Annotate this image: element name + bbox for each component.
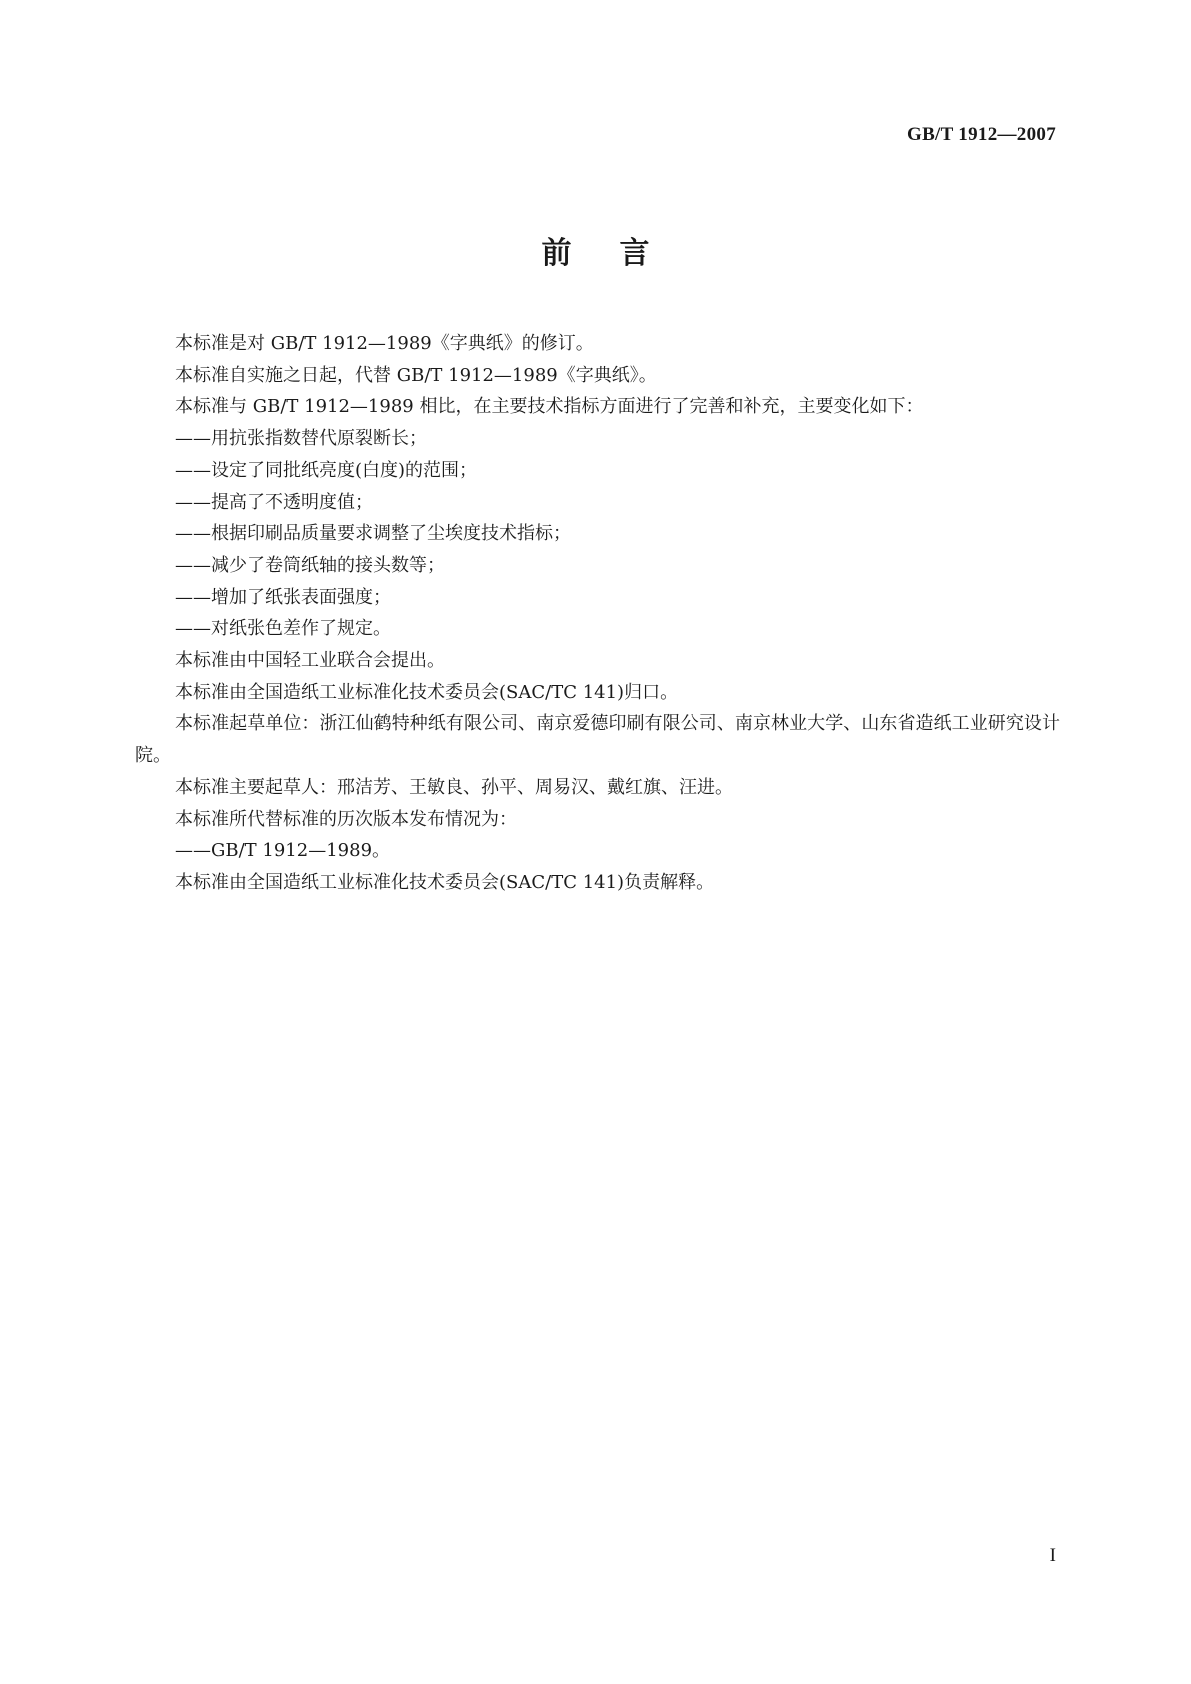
paragraph: 本标准起草单位：浙江仙鹤特种纸有限公司、南京爱德印刷有限公司、南京林业大学、山东省造纸工业研究设计院。 [135, 713, 1060, 767]
paragraph: 本标准与 GB/T 1912—1989 相比，在主要技术指标方面进行了完善和补充，主要变化如下： [175, 396, 924, 418]
change-list-item: ——设定了同批纸亮度(白度)的范围； [175, 459, 478, 481]
change-list-item: ——减少了卷筒纸轴的接头数等； [175, 554, 445, 576]
change-list-item: ——增加了纸张表面强度； [175, 586, 391, 608]
standard-code: GB/T 1912—2007 [906, 124, 1056, 145]
foreword-body [135, 328, 1060, 899]
paragraph: 本标准由中国轻工业联合会提出。 [175, 650, 445, 672]
page-title: 前言 [541, 236, 698, 271]
paragraph: 本标准所代替标准的历次版本发布情况为： [175, 808, 517, 830]
change-list-item: ——根据印刷品质量要求调整了尘埃度技术指标； [175, 523, 571, 545]
page-number: I [1049, 1545, 1056, 1566]
paragraph: 本标准自实施之日起，代替 GB/T 1912—1989《字典纸》。 [175, 364, 657, 386]
paragraph: 本标准是对 GB/T 1912—1989《字典纸》的修订。 [175, 333, 594, 354]
change-list-item: ——提高了不透明度值； [175, 491, 373, 513]
paragraph: 本标准主要起草人：邢洁芳、王敏良、孙平、周易汉、戴红旗、汪进。 [175, 776, 733, 798]
paragraph: 本标准由全国造纸工业标准化技术委员会(SAC/TC 141)归口。 [175, 681, 679, 703]
change-list-item: ——对纸张色差作了规定。 [175, 618, 391, 640]
paragraph: 本标准由全国造纸工业标准化技术委员会(SAC/TC 141)负责解释。 [175, 871, 715, 893]
history-list-item: ——GB/T 1912—1989。 [175, 840, 391, 862]
change-list-item: ——用抗张指数替代原裂断长； [175, 428, 427, 450]
